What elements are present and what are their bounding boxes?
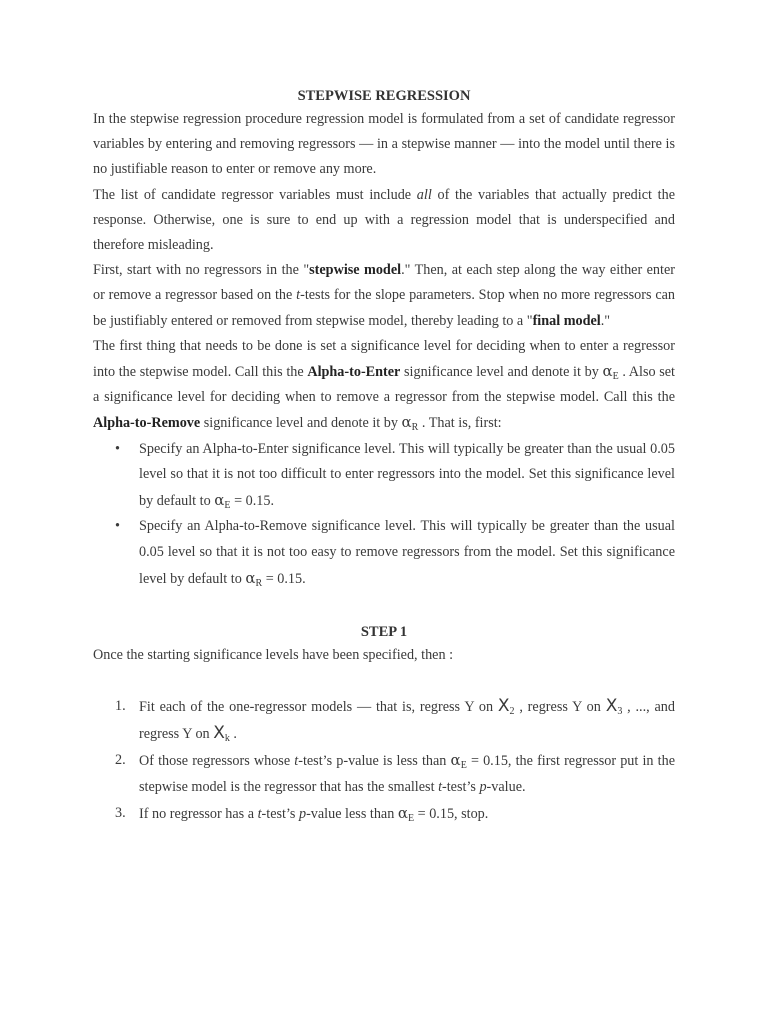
paragraph-alpha-levels: The first thing that needs to be done is set a significance level for deciding when to enter a regressor into the stepwise model. Call this the Alpha-to-Enter significance level and denote it by $\alpha_E$ . Also set a significance level for deciding when to remove a regressor from the stepwise model. Call this the Alpha-to-Remove significance level and denote it by $\alpha_R$ . That is, first: xyxy=(93,337,675,434)
alpha-symbol: α xyxy=(450,751,461,770)
list-item: • Specify an Alpha-to-Remove significance level. This will typically be greater than the usual 0.05 level so that it is not too easy to remove regressors from the model. Set this significance level by default to $\alpha_R = 0.15$. xyxy=(93,514,675,592)
alpha-symbol: α xyxy=(245,568,256,587)
paragraph-candidates: The list of candidate regressor variables must include all of the variables that actually predict the response. Otherwise, one is sure to end up with a regression model that is underspecified and therefore misleading. xyxy=(93,186,675,254)
step-1-intro: Once the starting significance levels have been specified, then : xyxy=(93,647,454,664)
bullet-icon: • xyxy=(115,518,120,535)
bullet-list xyxy=(93,437,675,593)
page-title: STEPWISE REGRESSION xyxy=(297,88,471,104)
list-item: 2. Of those regressors whose t-test’s p-value is less than $\alpha_E = 0.15$, the first regressor put in the stepwise model is the regressor that has the smallest t-test’s p-value. xyxy=(115,751,675,796)
paragraph-intro: In the stepwise regression procedure regression model is formulated from a set of candidate regressor variables by entering and removing regressors — in a stepwise manner — into the model until there is no justifiable reason to enter or remove any more. xyxy=(93,111,675,178)
bullet-icon: • xyxy=(115,440,120,457)
alpha-symbol: α xyxy=(214,490,225,509)
alpha-symbol: α xyxy=(602,362,613,381)
alpha-symbol: α xyxy=(397,804,408,823)
step-1-heading: STEP 1 xyxy=(360,624,408,641)
list-item: • Specify an Alpha-to-Enter significance level. This will typically be greater than the usual 0.05 level so that it is not too difficult to enter regressors into the model. Set this significance level by default to $\alpha_E = 0.15$. xyxy=(93,437,675,515)
paragraph-first: First, start with no regressors in the "stepwise model." Then, at each step along the way either enter or remove a regressor based on the t-tests for the slope parameters. Stop when no more regressors can be justifiably entered or removed from stepwise model, thereby leading to a "final model." xyxy=(93,262,676,329)
list-item: 3. If no regressor has a t-test’s p-value less than $\alpha_E = 0.15$, stop. xyxy=(115,804,489,825)
alpha-symbol: α xyxy=(401,413,412,432)
document-page xyxy=(93,85,675,827)
list-item: 1. Fit each of the one-regressor models — that is, regress Y on $X_2$ , regress Y on $X_3$ , ..., and regress Y on $X_k$ . xyxy=(115,696,675,745)
step-1-list xyxy=(93,693,675,827)
